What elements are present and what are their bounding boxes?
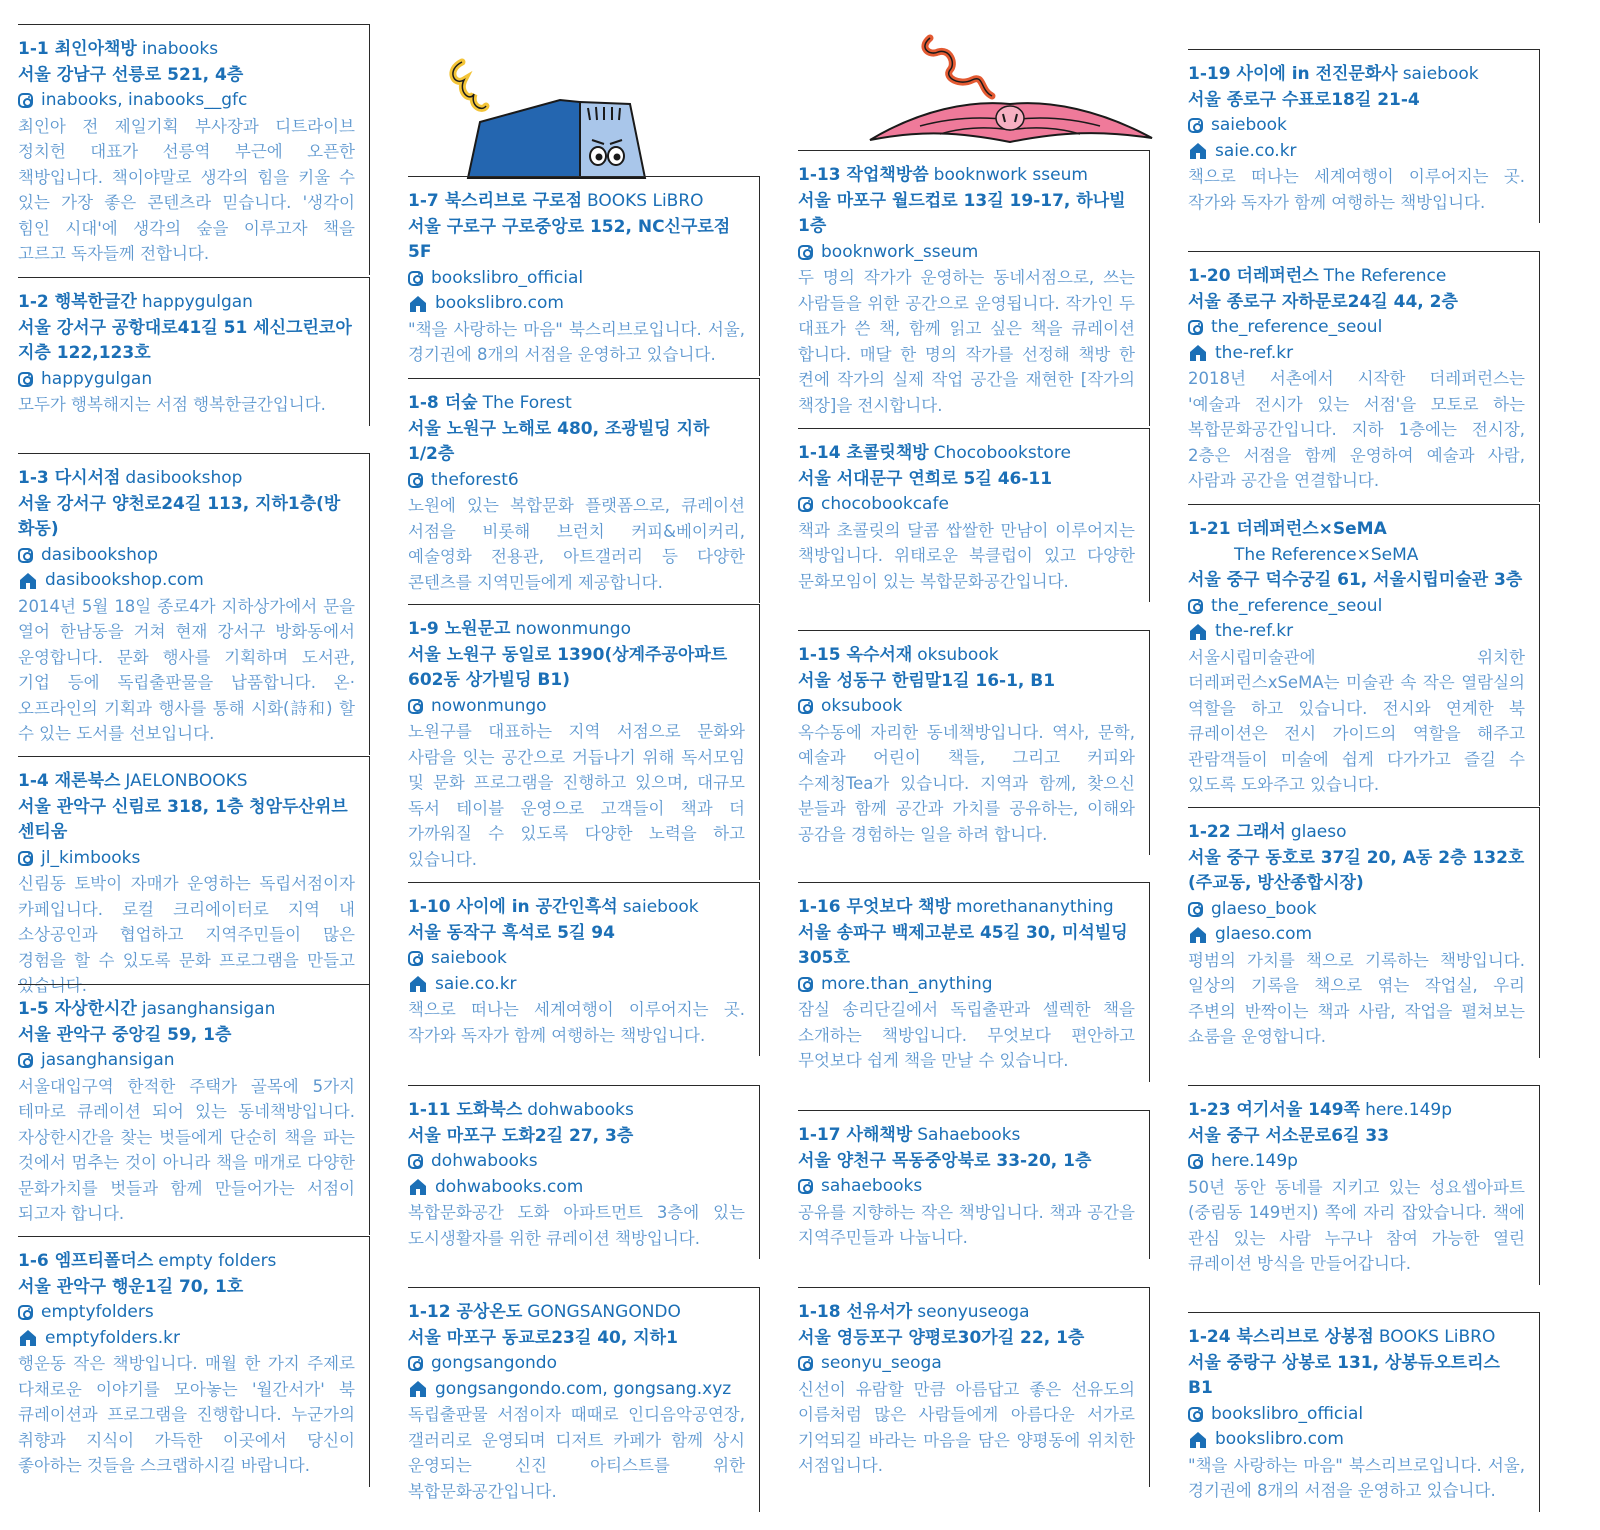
- instagram-row[interactable]: [408, 946, 745, 972]
- store-description: 모두가 행복해지는 서점 행복한글간입니다.: [18, 395, 326, 414]
- instagram-icon: [408, 271, 423, 286]
- instagram-handle[interactable]: oksubook: [821, 696, 903, 716]
- instagram-row[interactable]: [18, 1300, 355, 1326]
- bookstore-entry: [798, 428, 1150, 602]
- store-name-korean: 행복한글간: [54, 292, 137, 312]
- entry-title: [798, 895, 1135, 921]
- store-description: "책을 사랑하는 마음" 북스리브로입니다. 서울, 경기권에 8개의 서점을 운영하고 있습니다.: [408, 319, 745, 364]
- instagram-row[interactable]: [408, 266, 745, 292]
- entry-number: 1-10: [408, 897, 451, 917]
- store-name-english: jasanghansigan: [141, 999, 276, 1019]
- instagram-row[interactable]: [18, 88, 355, 114]
- entry-title: [798, 1123, 1135, 1149]
- instagram-handle[interactable]: more.than_anything: [821, 973, 993, 994]
- instagram-icon: [798, 699, 813, 714]
- entry-title: [1188, 62, 1525, 88]
- entry-number: 1-22: [1188, 822, 1231, 842]
- store-name-english: happygulgan: [141, 292, 253, 312]
- store-description: 신선이 유람할 만큼 아름답고 좋은 선유도의 이름처럼 많은 사람들에게 아름다운 서가로 기억되길 바라는 마음을 담은 양평동에 위치한 서점입니다.: [798, 1379, 1135, 1475]
- store-name-english: oksubook: [917, 645, 999, 665]
- entry-number: 1-4: [18, 771, 49, 791]
- instagram-handle[interactable]: saiebook: [1211, 115, 1287, 135]
- store-address: 서울 종로구 수표로18길 21-4: [1188, 89, 1420, 110]
- website-link[interactable]: dasibookshop.com: [45, 570, 204, 590]
- store-description: 최인아 전 제일기획 부사장과 디트라이브 정치헌 대표가 선릉역 부근에 오픈한 책방입니다. 책이야말로 생각의 힘을 키울 수 있는 가장 좋은 콘텐츠라 믿습니다. '생각이 힘인 시대'에 생각의 숲을 이루고자 책을 고르고 독자들께 전합니다.: [18, 116, 355, 263]
- instagram-icon: [798, 245, 813, 260]
- store-name-english: The Reference: [1323, 266, 1447, 286]
- bookstore-entry: [1188, 807, 1540, 1058]
- instagram-handle[interactable]: nowonmungo: [431, 695, 547, 716]
- website-link[interactable]: gongsangondo.com, gongsang.xyz: [435, 1378, 732, 1399]
- instagram-handle[interactable]: bookslibro_official: [1211, 1403, 1364, 1424]
- bookstore-entry: [408, 882, 760, 1056]
- entry-number: 1-20: [1188, 266, 1231, 286]
- store-name-korean: 자상한시간: [54, 999, 137, 1019]
- instagram-handle[interactable]: emptyfolders: [41, 1302, 154, 1322]
- store-description: 노원구를 대표하는 지역 서점으로 문화와 사람을 잇는 공간으로 거듭나기 위해 독서모임 및 문화 프로그램을 진행하고 있으며, 대규모 독서 테이블 운영으로 고객들이 책과 더 가까워질 수 있도록 다양한 노력을 하고 있습니다.: [408, 722, 745, 869]
- store-name-english: BOOKS LiBRO: [587, 191, 704, 211]
- website-row[interactable]: [1188, 341, 1525, 367]
- entry-title: [408, 1098, 745, 1124]
- store-name-korean: 옥수서재: [846, 645, 913, 665]
- store-name-english: BOOKS LiBRO: [1378, 1327, 1496, 1347]
- instagram-icon: [1188, 118, 1203, 133]
- instagram-row[interactable]: [18, 367, 355, 393]
- store-address: 서울 성동구 한림말1길 16-1, B1: [798, 670, 1056, 691]
- store-name-english: morethananything: [956, 897, 1114, 917]
- instagram-handle[interactable]: theforest6: [431, 469, 519, 490]
- instagram-icon: [408, 473, 423, 488]
- home-icon: [18, 572, 38, 590]
- store-name-english: saiebook: [1402, 64, 1479, 84]
- website-row[interactable]: [1188, 139, 1525, 165]
- instagram-icon: [1188, 599, 1203, 614]
- entry-title: [18, 466, 355, 492]
- home-icon: [1188, 142, 1208, 160]
- instagram-row[interactable]: [798, 240, 1135, 266]
- store-address: 서울 마포구 동교로23길 40, 지하1: [408, 1327, 678, 1348]
- instagram-icon: [1188, 1407, 1203, 1422]
- bookstore-entry: [1188, 251, 1540, 502]
- website-link[interactable]: saie.co.kr: [1215, 140, 1297, 161]
- store-name-english: glaeso: [1290, 822, 1347, 842]
- entry-title: [408, 189, 745, 215]
- store-name-korean: 북스리브로 구로점: [444, 191, 583, 211]
- entry-number: 1-1: [18, 39, 49, 59]
- instagram-handle[interactable]: seonyu_seoga: [821, 1353, 942, 1373]
- store-name-korean: 재론북스: [54, 771, 121, 791]
- bookstore-entry: [798, 630, 1150, 855]
- store-name-korean: 다시서점: [54, 468, 121, 488]
- home-icon: [1188, 344, 1208, 362]
- entry-number: 1-21: [1188, 519, 1231, 539]
- website-link[interactable]: emptyfolders.kr: [45, 1327, 180, 1348]
- entry-title: [18, 997, 355, 1023]
- store-name-korean: 여기서울 149쪽: [1236, 1100, 1361, 1120]
- entry-title: [798, 441, 1135, 467]
- store-name-korean: 도화북스: [456, 1100, 523, 1120]
- website-row[interactable]: [1188, 922, 1525, 948]
- home-icon: [18, 1329, 38, 1347]
- store-name-korean: 노원문고: [444, 619, 511, 639]
- home-icon: [1188, 1431, 1208, 1449]
- website-row[interactable]: [18, 1326, 355, 1352]
- instagram-row[interactable]: [1188, 1402, 1525, 1428]
- store-name-korean: 최인아책방: [54, 39, 137, 59]
- home-icon: [1188, 623, 1208, 641]
- store-name-english: nowonmungo: [515, 619, 631, 639]
- store-name-subtitle: The Reference×SeMA: [1234, 544, 1419, 565]
- store-address: 서울 노원구 동일로 1390(상계주공아파트602동 상가빌딩 B1): [408, 644, 728, 690]
- website-link[interactable]: bookslibro.com: [1215, 1429, 1344, 1449]
- store-description: 공유를 지향하는 작은 책방입니다. 책과 공간을 지역주민들과 나눕니다.: [798, 1202, 1135, 1247]
- store-address: 서울 영등포구 양평로30가길 22, 1층: [798, 1327, 1085, 1348]
- bookstore-entry: [408, 176, 760, 376]
- bookstore-entry: [408, 1287, 760, 1512]
- instagram-handle[interactable]: inabooks, inabooks__gfc: [41, 90, 248, 110]
- store-address: 서울 관악구 중앙길 59, 1층: [18, 1024, 232, 1045]
- instagram-icon: [798, 977, 813, 992]
- store-address: 서울 중구 덕수궁길 61, 서울시립미술관 3층: [1188, 570, 1523, 590]
- store-description: "책을 사랑하는 마음" 북스리브로입니다. 서울, 경기권에 8개의 서점을 운영하고 있습니다.: [1188, 1455, 1525, 1500]
- store-address: 서울 중구 동호로 37길 20, A동 2층 132호 (주교동, 방산종합시장): [1188, 847, 1525, 893]
- instagram-row[interactable]: [408, 694, 745, 720]
- store-name-english: inabooks: [141, 39, 219, 59]
- instagram-icon: [18, 1305, 33, 1320]
- instagram-icon: [1188, 320, 1203, 335]
- store-name-korean: 더레퍼런스: [1236, 266, 1319, 286]
- entry-title: [1188, 1098, 1525, 1124]
- bookstore-entry: [798, 150, 1150, 426]
- home-icon: [408, 1178, 428, 1196]
- entry-title: [1188, 517, 1525, 543]
- store-address: 서울 중랑구 상봉로 131, 상봉듀오트리스 B1: [1188, 1352, 1500, 1398]
- store-address: 서울 마포구 월드컵로 13길 19-17, 하나빌 1층: [798, 190, 1126, 236]
- bookstore-entry: [18, 984, 370, 1235]
- instagram-handle[interactable]: gongsangondo: [431, 1353, 557, 1373]
- store-description: 2014년 5월 18일 종로4가 지하상가에서 문을 열어 한남동을 거쳐 현재 강서구 방화동에서 운영합니다. 문화 행사를 기획하며 도서관, 기업 등에 독립출판물을 납품합니다. 온·오프라인의 기획과 행사를 통해 시화(詩和) 할 수 있는 도서를 선보입니다.: [18, 596, 355, 743]
- instagram-row[interactable]: [798, 492, 1135, 518]
- yellow-ribbon: [453, 62, 486, 108]
- entry-number: 1-2: [18, 292, 49, 312]
- store-name-english: dohwabooks: [527, 1100, 634, 1120]
- store-address: 서울 마포구 도화2길 27, 3층: [408, 1125, 634, 1146]
- store-name-korean: 사해책방: [846, 1125, 913, 1145]
- store-description: 서울시립미술관에 위치한 더레퍼런스xSeMA는 미술관 속 작은 열람실의 역할을 하고 있습니다. 전시와 연계한 북 큐레이션은 전시 가이드의 역할을 해주고 관람객들이 미술에 쉽게 다가가고 즐길 수 있도록 도와주고 있습니다.: [1188, 647, 1525, 794]
- entry-number: 1-13: [798, 165, 841, 185]
- store-address: 서울 양천구 목동중앙북로 33-20, 1층: [798, 1150, 1092, 1171]
- instagram-icon: [18, 1053, 33, 1068]
- entry-number: 1-3: [18, 468, 49, 488]
- entry-number: 1-7: [408, 191, 439, 211]
- website-link[interactable]: dohwabooks.com: [435, 1176, 584, 1197]
- entry-title: [1188, 820, 1525, 846]
- entry-number: 1-5: [18, 999, 49, 1019]
- instagram-handle[interactable]: sahaebooks: [821, 1176, 923, 1196]
- store-description: 옥수동에 자리한 동네책방입니다. 역사, 문학, 예술과 어린이 책들, 그리고 커피와 수제청Tea가 있습니다. 지역과 함께, 찾으신 분들과 함께 공간과 가치를 공유하는, 이해와 공감을 경험하는 일을 하려 합니다.: [798, 722, 1135, 844]
- entry-title: [1188, 264, 1525, 290]
- orange-ribbon: [925, 38, 992, 96]
- store-address: 서울 송파구 백제고분로 45길 30, 미석빌딩 305호: [798, 922, 1128, 968]
- store-address: 서울 관악구 신림로 318, 1층 청암두산위브센티움: [18, 796, 348, 842]
- store-description: 평범의 가치를 책으로 기록하는 책방입니다. 일상의 기록을 책으로 엮는 작업실, 우리 주변의 반짝이는 책과 사람, 작업을 펼쳐보는 쇼룸을 운영합니다.: [1188, 950, 1525, 1046]
- instagram-row[interactable]: [18, 1048, 355, 1074]
- store-description: 책으로 떠나는 세계여행이 이루어지는 곳. 작가와 독자가 함께 여행하는 책방입니다.: [1188, 167, 1525, 212]
- store-address: 서울 구로구 구로중앙로 152, NC신구로점 5F: [408, 216, 731, 262]
- instagram-handle[interactable]: dasibookshop: [41, 544, 159, 565]
- instagram-row[interactable]: [798, 1174, 1135, 1200]
- store-description: 2018년 서촌에서 시작한 더레퍼런스는 '예술과 전시가 있는 서점'을 모토로 하는 복합문화공간입니다. 지하 1층에는 전시장, 2층은 서점을 함께 운영하여 예술과 사람, 사람과 공간을 연결합니다.: [1188, 369, 1525, 490]
- entry-title: [1188, 1325, 1525, 1351]
- website-row[interactable]: [18, 568, 355, 594]
- entry-number: 1-14: [798, 443, 841, 463]
- website-row[interactable]: [1188, 619, 1525, 645]
- store-name-english: Chocobookstore: [933, 443, 1071, 463]
- home-icon: [408, 1380, 428, 1398]
- home-icon: [408, 295, 428, 313]
- store-name-english: seonyuseoga: [917, 1302, 1030, 1322]
- instagram-row[interactable]: [1188, 897, 1525, 923]
- bookstore-entry: [1188, 1312, 1540, 1512]
- instagram-row[interactable]: [798, 1351, 1135, 1377]
- instagram-row[interactable]: [1188, 113, 1525, 139]
- instagram-handle[interactable]: the_reference_seoul: [1211, 595, 1383, 616]
- entry-number: 1-11: [408, 1100, 451, 1120]
- bookstore-entry: [408, 604, 760, 880]
- store-name-english: here.149p: [1365, 1100, 1453, 1120]
- website-row[interactable]: [408, 291, 745, 317]
- website-link[interactable]: the-ref.kr: [1215, 342, 1294, 363]
- instagram-icon: [408, 1356, 423, 1371]
- instagram-icon: [798, 497, 813, 512]
- store-address: 서울 동작구 흑석로 5길 94: [408, 922, 615, 943]
- store-name-korean: 공상온도: [456, 1302, 523, 1322]
- store-description: 독립출판물 서점이자 때때로 인디음악공연장, 갤러리로 운영되며 디저트 카페가 함께 상시 운영되는 신진 아티스트를 위한 복합문화공간입니다.: [408, 1405, 745, 1501]
- website-link[interactable]: saie.co.kr: [435, 973, 517, 994]
- store-description: 행운동 작은 책방입니다. 매월 한 가지 주제로 다채로운 이야기를 모아놓는 '월간서가' 북 큐레이션과 프로그램을 진행합니다. 누군가의 취향과 지식이 가득한 이곳에서 당신이 좋아하는 것들을 스크랩하시길 바랍니다.: [18, 1354, 355, 1475]
- entry-number: 1-8: [408, 393, 439, 413]
- store-name-english: booknwork sseum: [933, 165, 1088, 185]
- store-description: 잠실 송리단길에서 독립출판과 셀렉한 책을 소개하는 책방입니다. 무엇보다 편안하고 무엇보다 쉽게 책을 만날 수 있습니다.: [798, 1000, 1135, 1070]
- instagram-row[interactable]: [1188, 1149, 1525, 1175]
- instagram-icon: [18, 548, 33, 563]
- website-link[interactable]: glaeso.com: [1215, 924, 1313, 944]
- store-name-english: saiebook: [622, 897, 699, 917]
- store-name-korean: 더숲: [444, 393, 478, 413]
- bookstore-entry: [408, 1085, 760, 1259]
- instagram-icon: [798, 1356, 813, 1371]
- instagram-icon: [408, 699, 423, 714]
- instagram-row[interactable]: [408, 1351, 745, 1377]
- store-name-korean: 작업책방씀: [846, 165, 929, 185]
- store-name-korean: 무엇보다 책방: [846, 897, 951, 917]
- instagram-handle[interactable]: saiebook: [431, 948, 507, 968]
- instagram-handle[interactable]: the_reference_seoul: [1211, 317, 1383, 337]
- store-name-english: The Forest: [482, 393, 572, 413]
- store-description: 노원에 있는 복합문화 플랫폼으로, 큐레이션 서점을 비롯해 브런치 커피&베이커리, 예술영화 전용관, 아트갤러리 등 다양한 콘텐츠를 지역민들에게 제공합니다.: [408, 496, 745, 592]
- instagram-icon: [408, 951, 423, 966]
- store-address: 서울 노원구 노해로 480, 조광빌딩 지하 1/2층: [408, 418, 710, 464]
- store-description: 서울대입구역 한적한 주택가 골목에 5가지 테마로 큐레이션 되어 있는 동네책방입니다. 자상한시간을 찾는 벗들에게 단순히 책을 파는 것에서 멈추는 것이 아니라 책을 매개로 다양한 문화가치를 벗들과 함께 만들어가는 서점이 되고자 합니다.: [18, 1076, 355, 1223]
- entry-number: 1-19: [1188, 64, 1231, 84]
- store-description: 50년 동안 동네를 지키고 있는 성요셉아파트(중림동 149번지) 쪽에 자리 잡았습니다. 책에 관심 있는 사람 누구나 참여 가능한 열린 큐레이션 방식을 만들어갑니다.: [1188, 1177, 1525, 1273]
- instagram-handle[interactable]: booknwork_sseum: [821, 241, 979, 262]
- bookstore-entry: [1188, 1085, 1540, 1285]
- store-name-korean: 그래서: [1236, 822, 1286, 842]
- entry-number: 1-18: [798, 1302, 841, 1322]
- bookstore-entry: [1188, 49, 1540, 223]
- website-link[interactable]: bookslibro.com: [435, 293, 564, 313]
- store-description: 복합문화공간 도화 아파트먼트 3층에 있는 도시생활자를 위한 큐레이션 책방입니다.: [408, 1203, 745, 1248]
- store-description: 신림동 토박이 자매가 운영하는 독립서점이자 카페입니다. 로컬 크리에이터로 지역 내 소상공인과 협업하고 지역주민들이 많은 경험을 할 수 있도록 문화 프로그램을 만들고 있습니다.: [18, 874, 355, 995]
- store-address: 서울 관악구 행운1길 70, 1호: [18, 1276, 244, 1297]
- bookstore-entry: [18, 24, 370, 275]
- bookstore-entry: [18, 756, 370, 1007]
- store-name-korean: 엠프티폴더스: [54, 1251, 154, 1271]
- entry-number: 1-16: [798, 897, 841, 917]
- instagram-handle[interactable]: glaeso_book: [1211, 898, 1317, 919]
- store-description: 두 명의 작가가 운영하는 동네서점으로, 쓰는 사람들을 위한 공간으로 운영됩니다. 작가인 두 대표가 쓴 책, 함께 읽고 싶은 책을 큐레이션 합니다. 매달 한 명의 작가를 선정해 책방 한 켠에 작가의 실제 작업 공간을 재현한 [작가의 책장]을 전시합니다.: [798, 268, 1135, 415]
- instagram-row[interactable]: [798, 972, 1135, 998]
- instagram-handle[interactable]: chocobookcafe: [821, 494, 949, 514]
- entry-title: [408, 895, 745, 921]
- instagram-row[interactable]: [18, 543, 355, 569]
- instagram-handle[interactable]: jl_kimbooks: [41, 847, 141, 868]
- entry-number: 1-24: [1188, 1327, 1231, 1347]
- instagram-handle[interactable]: happygulgan: [41, 368, 153, 389]
- instagram-icon: [1188, 1154, 1203, 1169]
- bookstore-entry: [798, 1110, 1150, 1259]
- store-description: 책으로 떠나는 세계여행이 이루어지는 곳. 작가와 독자가 함께 여행하는 책방입니다.: [408, 1000, 745, 1045]
- instagram-handle[interactable]: dohwabooks: [431, 1151, 538, 1171]
- home-icon: [1188, 926, 1208, 944]
- instagram-row[interactable]: [798, 694, 1135, 720]
- entry-title: [18, 37, 355, 63]
- entry-title: [798, 643, 1135, 669]
- entry-title: [798, 1300, 1135, 1326]
- store-name-english: GONGSANGONDO: [527, 1302, 681, 1322]
- website-row[interactable]: [408, 1377, 745, 1403]
- store-address: 서울 종로구 자하문로24길 44, 2층: [1188, 291, 1458, 312]
- instagram-icon: [798, 1179, 813, 1194]
- bookstore-entry: [408, 378, 760, 603]
- website-link[interactable]: the-ref.kr: [1215, 621, 1294, 641]
- store-name-english: Sahaebooks: [917, 1125, 1021, 1145]
- bookstore-entry: [18, 277, 370, 426]
- website-row[interactable]: [1188, 1427, 1525, 1453]
- home-icon: [408, 975, 428, 993]
- bookstore-entry: [798, 1287, 1150, 1487]
- store-name-english: JAELONBOOKS: [125, 771, 248, 791]
- store-name-korean: 북스리브로 상봉점: [1236, 1327, 1374, 1347]
- website-row[interactable]: [408, 972, 745, 998]
- store-description: 책과 초콜릿의 달콤 쌉쌀한 만남이 이루어지는 책방입니다. 위태로운 북클럽이 있고 다양한 문화모임이 있는 복합문화공간입니다.: [798, 520, 1135, 591]
- bookstore-entry: [18, 453, 370, 755]
- store-name-english: dasibookshop: [125, 468, 243, 488]
- store-name-korean: 선유서가: [846, 1302, 913, 1322]
- blue-book-character-illustration: [440, 50, 660, 180]
- instagram-icon: [18, 372, 33, 387]
- instagram-row[interactable]: [18, 846, 355, 872]
- instagram-icon: [18, 851, 33, 866]
- bookstore-entry: [18, 1236, 370, 1487]
- instagram-handle[interactable]: here.149p: [1211, 1151, 1298, 1171]
- instagram-icon: [1188, 902, 1203, 917]
- store-address: 서울 강서구 공항대로41길 51 세신그린코아 지층 122,123호: [18, 317, 352, 363]
- instagram-row[interactable]: [1188, 315, 1525, 341]
- store-name-korean: 사이에 in 공간인흑석: [456, 897, 618, 917]
- instagram-icon: [18, 93, 33, 108]
- store-address: 서울 강남구 선릉로 521, 4층: [18, 64, 244, 85]
- store-name-english: empty folders: [158, 1251, 277, 1271]
- entry-number: 1-23: [1188, 1100, 1231, 1120]
- entry-number: 1-12: [408, 1302, 451, 1322]
- bookstore-entry: [1188, 504, 1540, 806]
- store-name-korean: 초콜릿책방: [846, 443, 929, 463]
- instagram-handle[interactable]: jasanghansigan: [41, 1050, 175, 1070]
- bookstore-entry: [798, 882, 1150, 1082]
- website-row[interactable]: [408, 1175, 745, 1201]
- entry-title: [798, 163, 1135, 189]
- store-address: 서울 서대문구 연희로 5길 46-11: [798, 468, 1053, 489]
- entry-title: [18, 1249, 355, 1275]
- pink-book-character-illustration: [860, 30, 1160, 160]
- entry-title: [18, 769, 355, 795]
- store-address: 서울 중구 서소문로6길 33: [1188, 1125, 1390, 1146]
- store-name-korean: 더레퍼런스×SeMA: [1236, 519, 1387, 539]
- entry-number: 1-9: [408, 619, 439, 639]
- entry-number: 1-6: [18, 1251, 49, 1271]
- instagram-row[interactable]: [1188, 594, 1525, 620]
- store-name-korean: 사이에 in 전진문화사: [1236, 64, 1398, 84]
- entry-title: [18, 290, 355, 316]
- entry-title: [408, 1300, 745, 1326]
- blue-book-cover: [468, 100, 580, 178]
- store-address: 서울 강서구 양천로24길 113, 지하1층(방화동): [18, 493, 341, 539]
- entry-title: [408, 391, 745, 417]
- entry-title: [408, 617, 745, 643]
- instagram-row[interactable]: [408, 468, 745, 494]
- instagram-row[interactable]: [408, 1149, 745, 1175]
- entry-number: 1-15: [798, 645, 841, 665]
- entry-number: 1-17: [798, 1125, 841, 1145]
- instagram-icon: [408, 1154, 423, 1169]
- instagram-handle[interactable]: bookslibro_official: [431, 267, 584, 288]
